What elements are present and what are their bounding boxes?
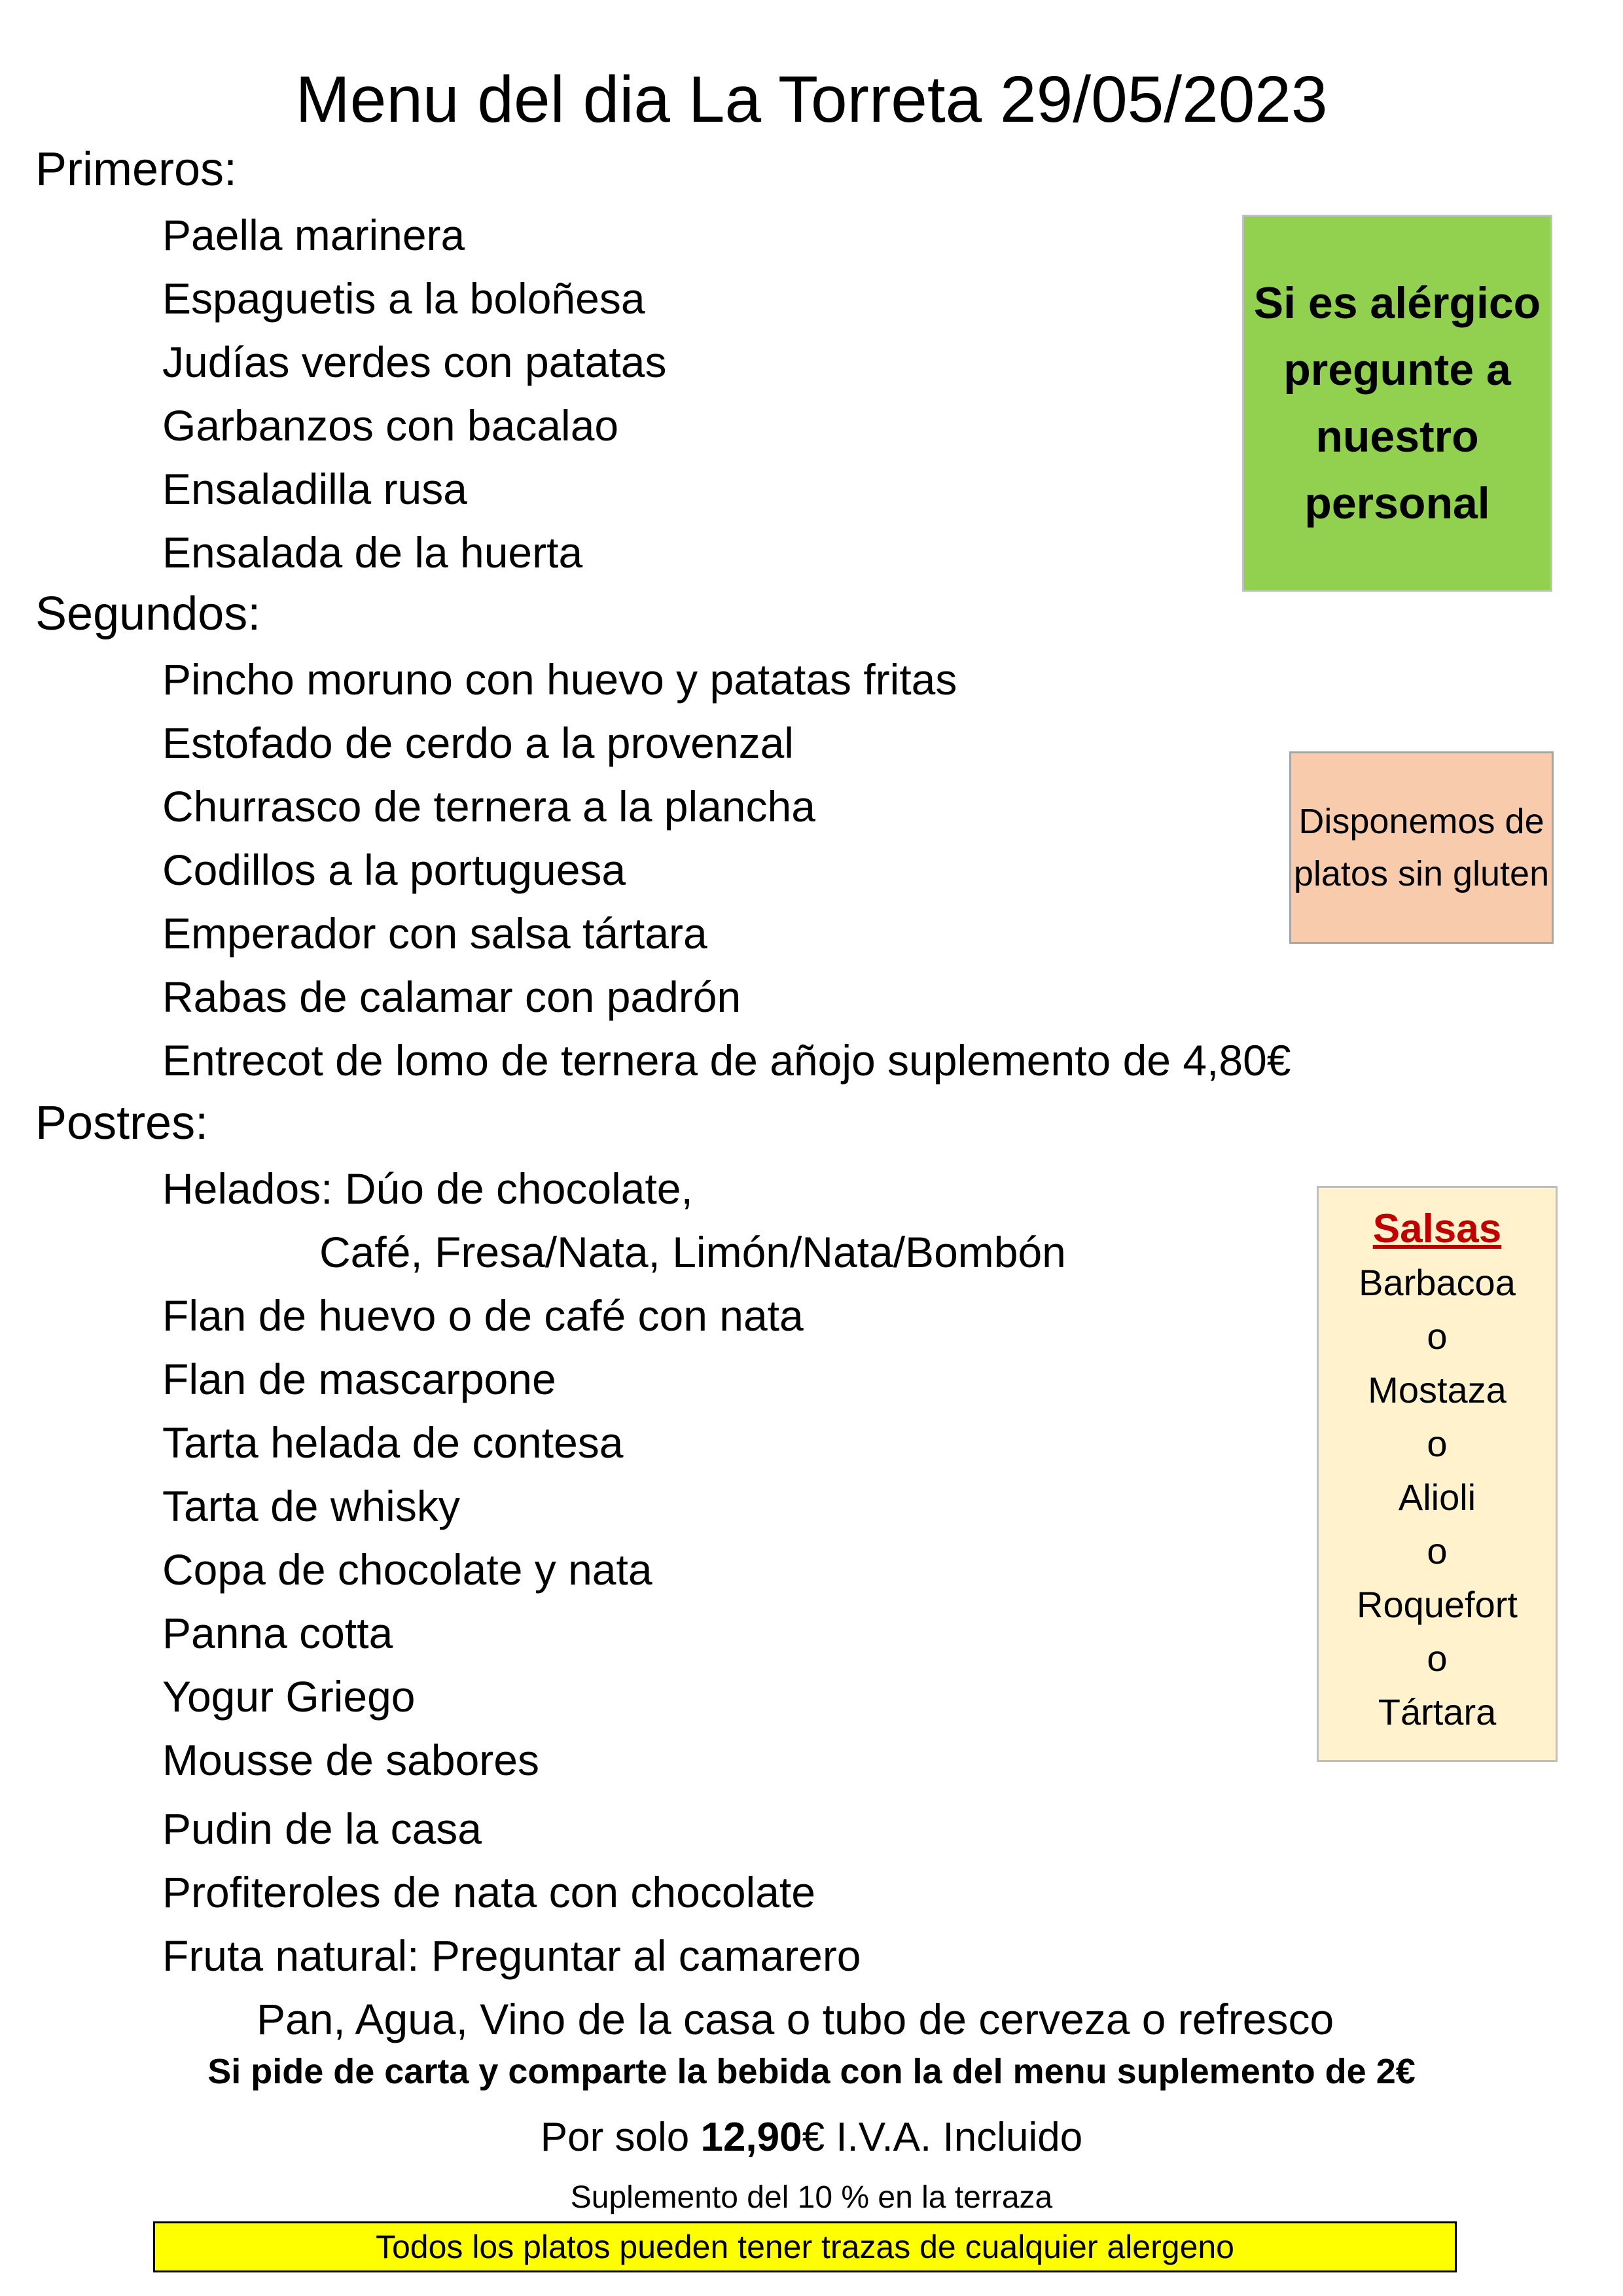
sauce-separator: o — [1427, 1423, 1448, 1464]
menu-item-segundo: Rabas de calamar con padrón — [162, 973, 741, 1021]
section-heading-postres: Postres: — [35, 1097, 209, 1149]
sauce-separator: o — [1427, 1638, 1448, 1679]
menu-item-postre-sub: Café, Fresa/Nata, Limón/Nata/Bombón — [319, 1228, 1066, 1276]
menu-includes: Pan, Agua, Vino de la casa o tubo de cerveza o refresco — [257, 1995, 1334, 2043]
menu-item-postre: Copa de chocolate y nata — [162, 1545, 652, 1594]
menu-item-segundo: Pincho moruno con huevo y patatas fritas — [162, 655, 957, 704]
sauce-option: Mostaza — [1368, 1369, 1507, 1410]
allergen-traces-banner: Todos los platos pueden tener trazas de cualquier alergeno — [153, 2221, 1457, 2272]
gluten-free-box — [1289, 751, 1554, 944]
sauces-box — [1317, 1186, 1558, 1762]
sauces-heading: Salsas — [1372, 1206, 1502, 1251]
menu-item-postre: Tarta de whisky — [162, 1482, 460, 1530]
sauce-separator: o — [1427, 1530, 1448, 1571]
menu-item-postre: Yogur Griego — [162, 1672, 416, 1721]
page-title: Menu del dia La Torreta 29/05/2023 — [295, 63, 1328, 136]
menu-item-primero: Garbanzos con bacalao — [162, 401, 619, 450]
menu-item-primero: Ensaladilla rusa — [162, 465, 467, 513]
menu-item-primero: Espaguetis a la boloñesa — [162, 274, 645, 323]
menu-item-postre: Helados: Dúo de chocolate, — [162, 1164, 693, 1213]
allergy-notice-text: Si es alérgico pregunte a nuestro personal — [1253, 278, 1541, 528]
price-prefix: Por solo — [540, 2115, 701, 2160]
price-value: 12,90 — [700, 2115, 802, 2160]
menu-item-segundo: Entrecot de lomo de ternera de añojo suplemento de 4,80€ — [162, 1036, 1291, 1085]
terrace-supplement-note: Suplemento del 10 % en la terraza — [570, 2180, 1053, 2215]
drink-supplement-note: Si pide de carta y comparte la bebida con la del menu suplemento de 2€ — [207, 2052, 1416, 2091]
menu-item-segundo: Codillos a la portuguesa — [162, 846, 626, 894]
menu-item-segundo: Emperador con salsa tártara — [162, 909, 707, 958]
menu-item-primero: Judías verdes con patatas — [162, 338, 667, 386]
menu-item-postre: Profiteroles de nata con chocolate — [162, 1868, 815, 1916]
menu-item-segundo: Churrasco de ternera a la plancha — [162, 782, 815, 831]
sauce-separator: o — [1427, 1316, 1448, 1357]
section-heading-primeros: Primeros: — [35, 143, 238, 196]
price-suffix: € I.V.A. Incluido — [802, 2115, 1083, 2160]
sauce-option: Roquefort — [1357, 1584, 1518, 1625]
gluten-free-text: Disponemos de platos sin gluten — [1293, 802, 1550, 893]
menu-item-postre: Flan de huevo o de café con nata — [162, 1291, 804, 1340]
sauce-option: Barbacoa — [1359, 1262, 1516, 1303]
menu-item-postre: Flan de mascarpone — [162, 1355, 556, 1403]
menu-item-postre: Panna cotta — [162, 1609, 393, 1657]
menu-item-primero: Ensalada de la huerta — [162, 528, 583, 577]
menu-item-postre: Pudin de la casa — [162, 1804, 482, 1853]
menu-item-postre: Fruta natural: Preguntar al camarero — [162, 1931, 861, 1980]
menu-item-postre: Tarta helada de contesa — [162, 1418, 624, 1467]
menu-item-postre: Mousse de sabores — [162, 1736, 539, 1784]
section-heading-segundos: Segundos: — [35, 588, 261, 640]
allergy-notice-box — [1242, 215, 1552, 592]
menu-item-segundo: Estofado de cerdo a la provenzal — [162, 719, 794, 767]
sauce-option: Tártara — [1378, 1691, 1497, 1732]
menu-price — [0, 2111, 1623, 2164]
sauce-option: Alioli — [1398, 1477, 1476, 1518]
menu-item-primero: Paella marinera — [162, 211, 465, 259]
